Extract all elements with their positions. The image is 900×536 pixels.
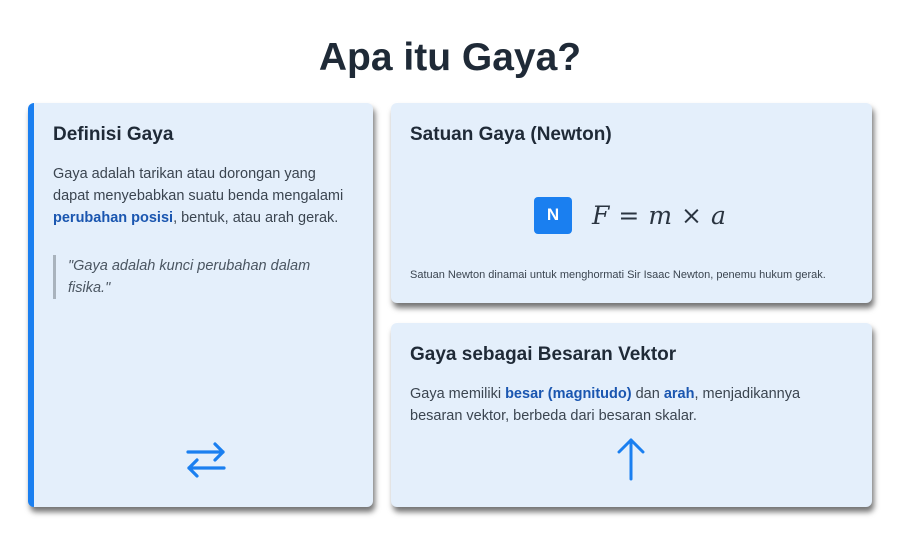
formula-times: × [681, 200, 703, 230]
formula-equals: = [618, 200, 641, 230]
formula-m: m [648, 200, 674, 230]
formula-f: F [592, 200, 611, 230]
vector-text-part-2: dan [631, 386, 664, 402]
vector-heading: Gaya sebagai Besaran Vektor [410, 344, 677, 365]
vector-highlight-direction: arah [663, 386, 695, 402]
definition-quote: "Gaya adalah kunci perubahan dalam fisika." [53, 255, 353, 299]
arrow-up-icon [615, 436, 647, 482]
definition-text-part-2: , bentuk, atau arah gerak. [173, 210, 339, 226]
definition-text-part-1: Gaya adalah tarikan atau dorongan yang dapat menyebabkan suatu benda mengalami [53, 166, 344, 204]
newton-badge: N [534, 197, 572, 234]
vector-text-part-3: , menjadikannya besaran vektor, berbeda dari besaran skalar. [410, 386, 801, 424]
definition-card [28, 103, 373, 507]
definition-heading: Definisi Gaya [53, 124, 174, 145]
newton-heading: Satuan Gaya (Newton) [410, 124, 612, 145]
vector-card [391, 323, 872, 507]
definition-highlight: perubahan posisi [53, 210, 174, 226]
definition-text [53, 163, 353, 229]
vector-highlight-magnitude: besar (magnitudo) [505, 386, 632, 402]
swap-arrows-icon [184, 440, 228, 480]
formula-a: a [710, 200, 727, 230]
force-formula [592, 201, 727, 230]
newton-card [391, 103, 872, 303]
page-title: Apa itu Gaya? [318, 36, 582, 79]
vector-text-part-1: Gaya memiliki [410, 386, 506, 402]
vector-text [410, 383, 853, 427]
formula-row [534, 196, 727, 234]
newton-note: Satuan Newton dinamai untuk menghormati Sir Isaac Newton, penemu hukum gerak. [410, 269, 826, 281]
